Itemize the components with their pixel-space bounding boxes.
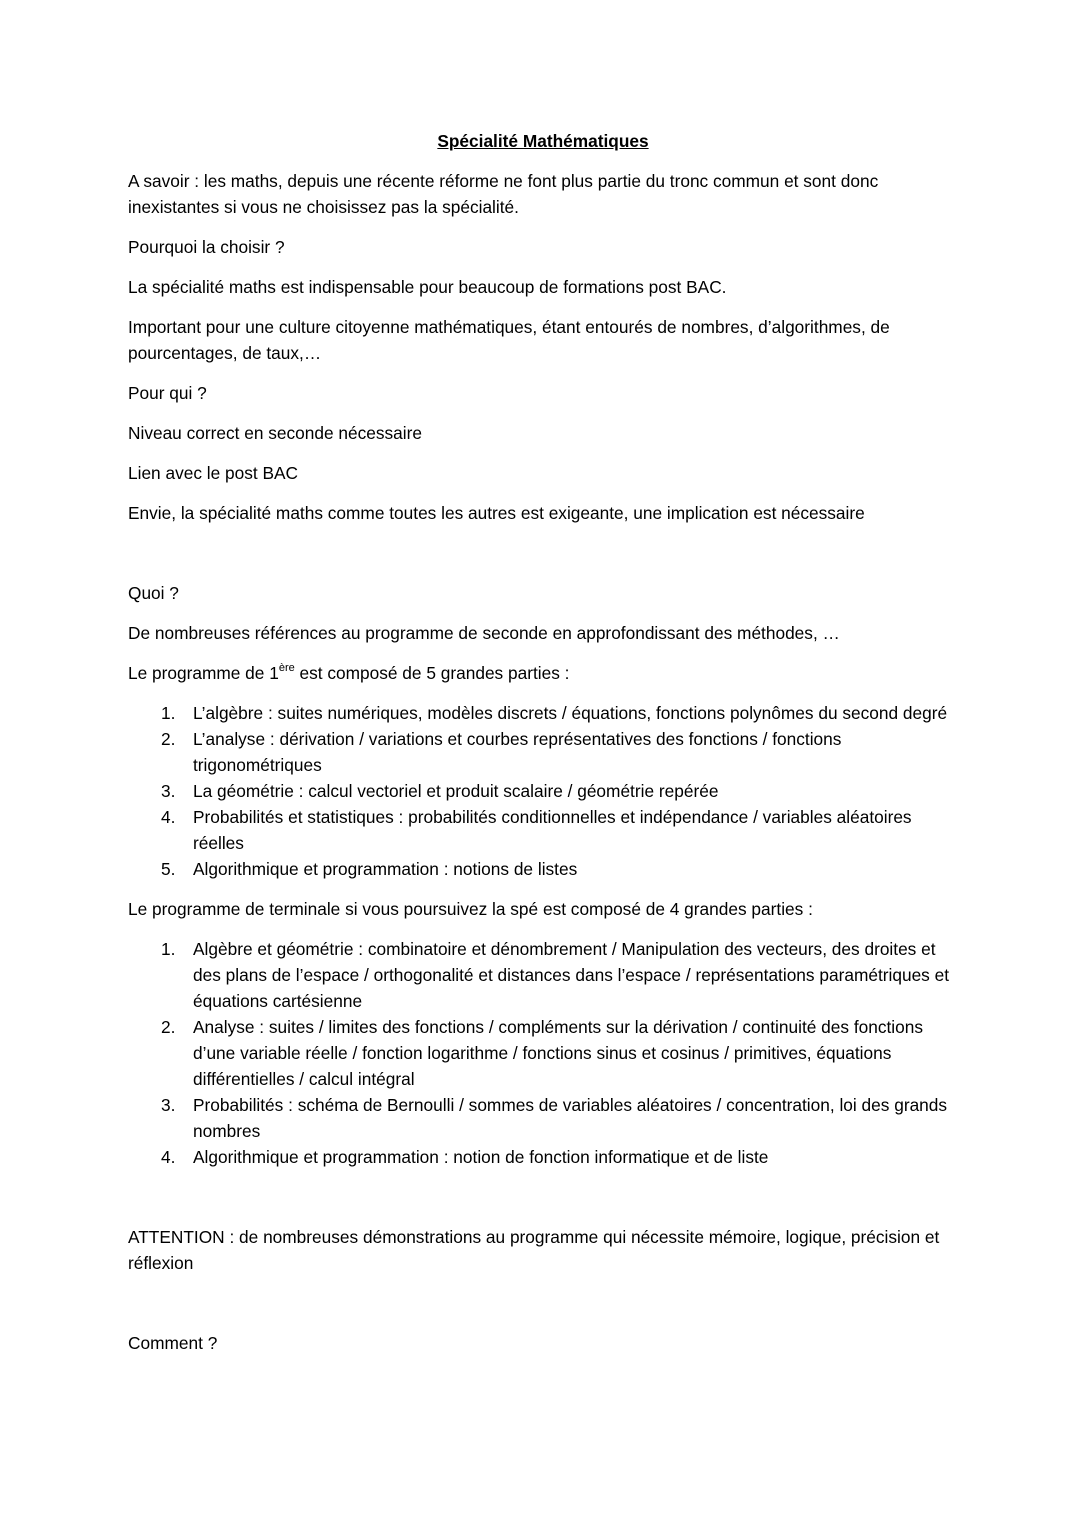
terminale-list [128,936,958,1170]
list-item [128,1144,958,1170]
list-number: 3. [161,1095,176,1115]
list-item [128,804,958,856]
list-item [128,1092,958,1144]
who-paragraph-2: Lien avec le post BAC [128,463,299,483]
premiere-intro-pre: Le programme de 1 [128,663,279,683]
list-number: 2. [161,729,176,749]
premiere-intro [128,660,958,686]
terminale-intro: Le programme de terminale si vous poursuivez la spé est composé de 4 grandes parties : [128,899,813,919]
list-number: 4. [161,1147,176,1167]
why-paragraph-2: Important pour une culture citoyenne mathématiques, étant entourés de nombres, d’algorithmes, de pourcentages, de taux,… [128,317,890,363]
intro-paragraph: A savoir : les maths, depuis une récente réforme ne font plus partie du tronc commun et sont donc inexistantes si vous ne choisissez pas la spécialité. [128,171,879,217]
list-text: Algorithmique et programmation : notion de fonction informatique et de liste [193,1147,769,1167]
document-title: Spécialité Mathématiques [437,131,649,151]
list-number: 5. [161,859,176,879]
what-heading: Quoi ? [128,583,179,603]
who-heading: Pour qui ? [128,383,207,403]
list-text: L’algèbre : suites numériques, modèles discrets / équations, fonctions polynômes du second degré [193,703,948,723]
document-page [128,128,958,1370]
list-text: Probabilités et statistiques : probabilités conditionnelles et indépendance / variables aléatoires réelles [193,807,912,853]
list-item [128,778,958,804]
premiere-list [128,700,958,882]
how-heading: Comment ? [128,1333,218,1353]
list-number: 1. [161,703,176,723]
list-number: 3. [161,781,176,801]
list-item [128,700,958,726]
why-paragraph-1: La spécialité maths est indispensable pour beaucoup de formations post BAC. [128,277,727,297]
what-paragraph-1: De nombreuses références au programme de seconde en approfondissant des méthodes, … [128,623,840,643]
list-text: Probabilités : schéma de Bernoulli / sommes de variables aléatoires / concentration, loi des grands nombres [193,1095,948,1141]
list-text: La géométrie : calcul vectoriel et produit scalaire / géométrie repérée [193,781,719,801]
premiere-intro-post: est composé de 5 grandes parties : [294,663,570,683]
who-paragraph-1: Niveau correct en seconde nécessaire [128,423,422,443]
list-item [128,856,958,882]
list-text: Algorithmique et programmation : notions de listes [193,859,578,879]
blank-line [128,1184,958,1224]
list-item [128,1014,958,1092]
who-paragraph-3: Envie, la spécialité maths comme toutes les autres est exigeante, une implication est nécessaire [128,503,865,523]
premiere-intro-sup: ère [278,662,295,674]
list-text: Algèbre et géométrie : combinatoire et dénombrement / Manipulation des vecteurs, des droites et des plans de l’espace / orthogonalité et distances dans l’espace / représentations paramétriques et équations cartésienne [193,939,950,1011]
list-text: L’analyse : dérivation / variations et courbes représentatives des fonctions / fonctions trigonométriques [193,729,842,775]
list-item [128,936,958,1014]
blank-line [128,1290,958,1330]
list-number: 4. [161,807,176,827]
attention-paragraph: ATTENTION : de nombreuses démonstrations au programme qui nécessite mémoire, logique, précision et réflexion [128,1227,940,1273]
why-heading: Pourquoi la choisir ? [128,237,285,257]
blank-line [128,540,958,580]
list-number: 2. [161,1017,176,1037]
list-item [128,726,958,778]
list-number: 1. [161,939,176,959]
list-text: Analyse : suites / limites des fonctions / compléments sur la dérivation / continuité des fonctions d’une variable réelle / fonction logarithme / fonctions sinus et cosinus / primitives, équations différentielles / calcul intégral [193,1017,924,1089]
